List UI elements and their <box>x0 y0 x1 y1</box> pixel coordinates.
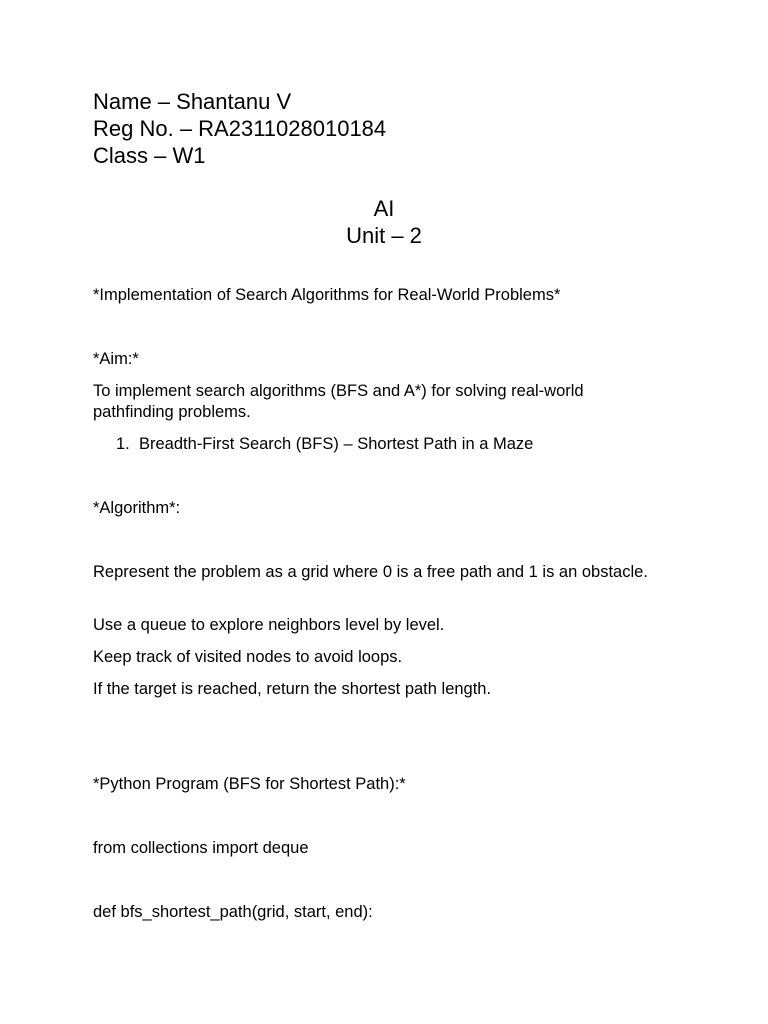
list-item <box>116 434 533 455</box>
document-heading: *Implementation of Search Algorithms for Real-World Problems* <box>93 286 561 304</box>
list-item-number: 1. <box>116 435 130 453</box>
aim-label: *Aim:* <box>93 350 139 368</box>
student-name: Name – Shantanu V <box>93 89 292 114</box>
algorithm-step: Use a queue to explore neighbors level by level. <box>93 616 445 634</box>
list-item-text: Breadth-First Search (BFS) – Shortest Path in a Maze <box>139 435 534 453</box>
algorithm-step: If the target is reached, return the shortest path length. <box>93 680 492 698</box>
aim-text: To implement search algorithms (BFS and A*) for solving real-world pathfinding problems. <box>93 382 584 421</box>
subject-title: AI <box>373 196 395 221</box>
program-label: *Python Program (BFS for Shortest Path):* <box>93 775 406 793</box>
class-label: Class – W1 <box>93 143 206 168</box>
algorithm-step: Keep track of visited nodes to avoid loops. <box>93 648 403 666</box>
code-line: def bfs_shortest_path(grid, start, end): <box>93 903 373 921</box>
algorithm-label: *Algorithm*: <box>93 499 181 517</box>
algorithm-step: Represent the problem as a grid where 0 is a free path and 1 is an obstacle. <box>93 563 648 581</box>
registration-number: Reg No. – RA2311028010184 <box>93 116 387 141</box>
code-line: from collections import deque <box>93 839 309 857</box>
unit-title: Unit – 2 <box>346 223 422 248</box>
